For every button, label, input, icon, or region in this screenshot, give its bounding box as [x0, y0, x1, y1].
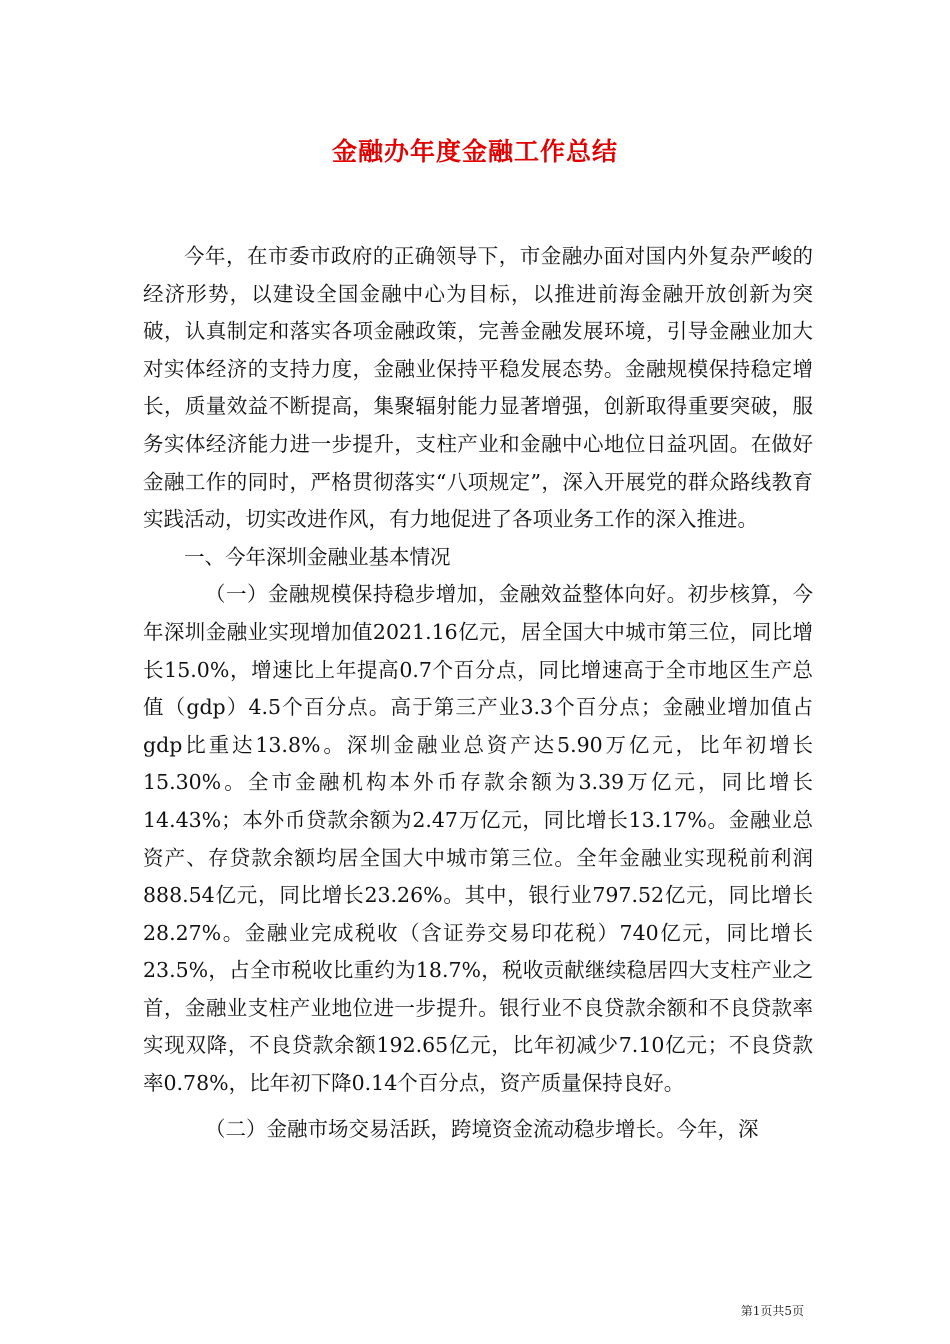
page-title: 金融办年度金融工作总结 [331, 137, 618, 166]
intro-paragraph: 今年，在市委市政府的正确领导下，市金融办面对国内外复杂严峻的经济形势，以建设全国金融中心为目标，以推进前海金融开放创新为突破，认真制定和落实各项金融政策，完善金融发展环境，引导金融业加大对实体经济的支持力度，金融业保持平稳发展态势。金融规模保持稳定增长，质量效益不断提高，集聚辐射能力显著增强，创新取得重要突破，服务实体经济能力进一步提升，支柱产业和金融中心地位日益巩固。在做好金融工作的同时，严格贯彻落实“八项规定”，深入开展党的群众路线教育实践活动，切实改进作风，有力地促进了各项业务工作的深入推进。 [143, 244, 813, 532]
page-number: 第1页共5页 [740, 1304, 804, 1318]
subsection-paragraph-1: （一）金融规模保持稳步增加，金融效益整体向好。初步核算，今年深圳金融业实现增加值2021.16亿元，居全国大中城市第三位，同比增长15.0%，增速比上年提高0.7个百分点，同比增速高于全市地区生产总值（gdp）4.5个百分点。高于第三产业3.3个百分点；金融业增加值占gdp比重达13.8%。深圳金融业总资产达5.90万亿元，比年初增长15.30%。全市金融机构本外币存款余额为3.39万亿元，同比增长14.43%；本外币贷款余额为2.47万亿元，同比增长13.17%。金融业总资产、存贷款余额均居全国大中城市第三位。全年金融业实现税前利润888.54亿元，同比增长23.26%。其中，银行业797.52亿元，同比增长28.27%。金融业完成税收（含证券交易印花税）740亿元，同比增长23.5%，占全市税收比重约为18.7%，税收贡献继续稳居四大支柱产业之首，金融业支柱产业地位进一步提升。银行业不良贷款余额和不良贷款率实现双降，不良贷款余额192.65亿元，比年初减少7.10亿元；不良贷款率0.78%，比年初下降0.14个百分点，资产质量保持良好。 [143, 582, 813, 1096]
document-body [143, 238, 813, 1148]
section-heading: 一、今年深圳金融业基本情况 [184, 544, 451, 569]
subsection-paragraph-2: （二）金融市场交易活跃，跨境资金流动稳步增长。今年，深 [205, 1116, 759, 1141]
